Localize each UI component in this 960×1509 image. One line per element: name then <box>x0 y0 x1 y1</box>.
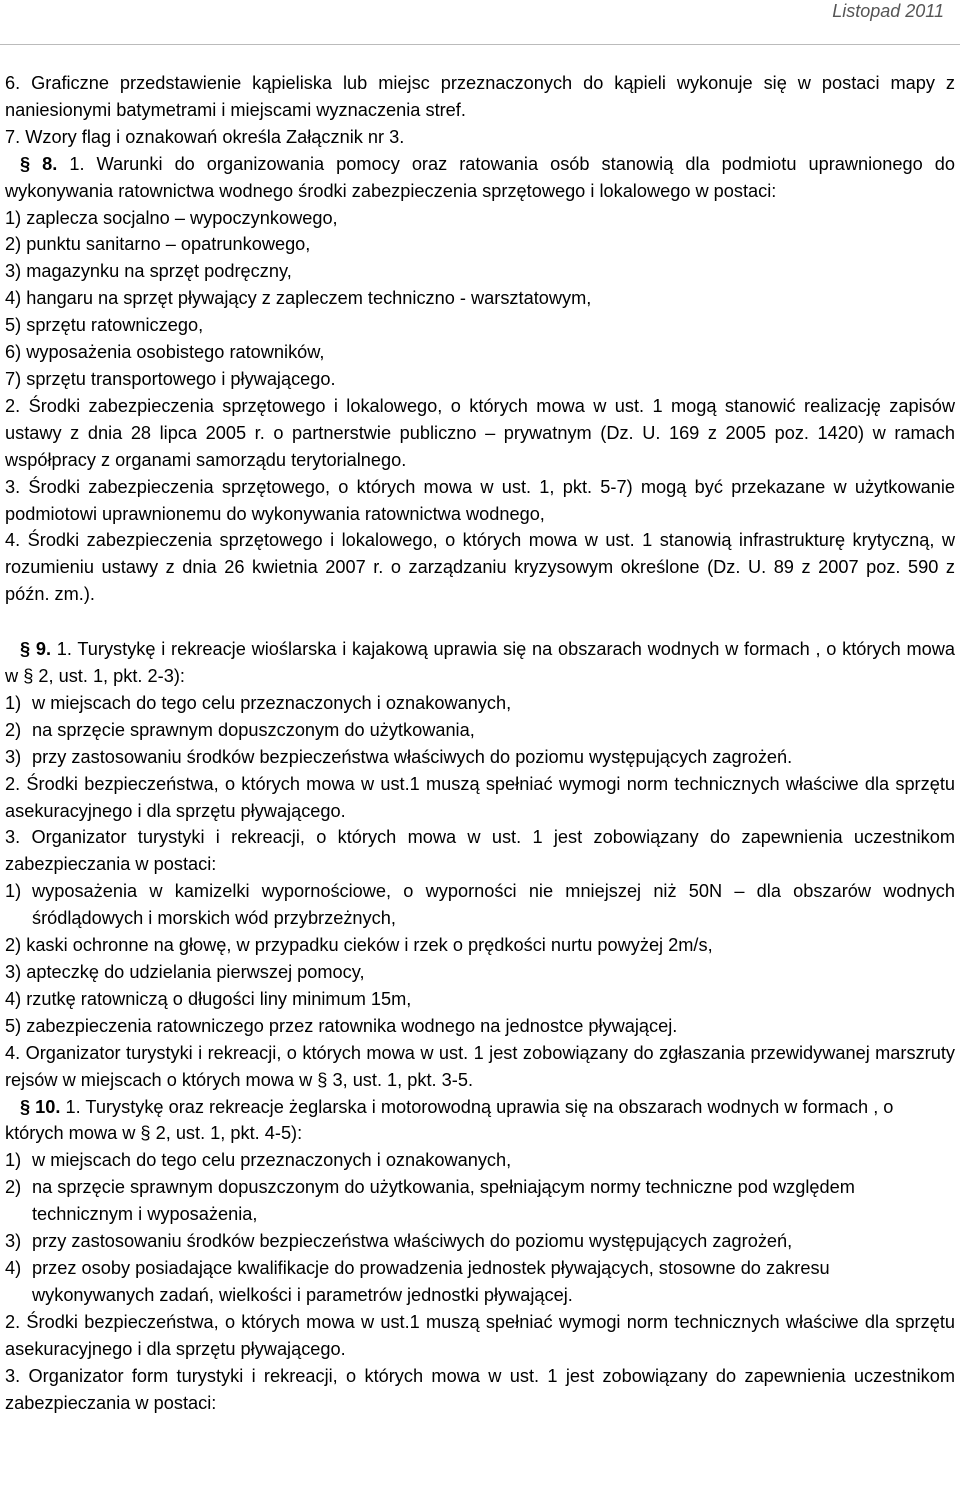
list-item: 2) kaski ochronne na głowę, w przypadku cieków i rzek o prędkości nurtu powyżej 2m/s, <box>5 935 713 956</box>
list-text: na sprzęcie sprawnym dopuszczonym do użytkowania, <box>32 719 475 740</box>
section-10-paragraph-3: 3. Organizator form turystyki i rekreacji, o których mowa w ust. 1 jest zobowiązany do zapewnienia uczestnikom zabezpieczania w postaci: <box>5 1365 955 1413</box>
list-item: 1) zaplecza socjalno – wypoczynkowego, <box>5 207 338 228</box>
section-9-paragraph-2: 2. Środki bezpieczeństwa, o których mowa w ust.1 muszą spełniać wymogi norm technicznych właściwe dla sprzętu asekuracyjnego i dla sprzętu pływającego. <box>5 773 955 821</box>
list-item: 3) magazynku na sprzęt podręczny, <box>5 261 292 282</box>
section-10-intro-text: 1. Turystykę oraz rekreacje żeglarska i motorowodną uprawia się na obszarach wodnych w formach , o których mowa w § 2, ust. 1, pkt. 4-5): <box>5 1096 894 1144</box>
list-item <box>5 1147 955 1174</box>
list-text: przy zastosowaniu środków bezpieczeństwa właściwych do poziomu występujących zagrożeń. <box>32 746 793 767</box>
list-item: 6) wyposażenia osobistego ratowników, <box>5 342 325 363</box>
list-item: 4) rzutkę ratowniczą o długości liny minimum 15m, <box>5 988 412 1009</box>
section-8-mark: § 8. <box>20 153 58 174</box>
section-10-intro <box>5 1094 955 1148</box>
list-item: 2) punktu sanitarno – opatrunkowego, <box>5 234 311 255</box>
paragraph-6: 6. Graficzne przedstawienie kąpieliska lub miejsc przeznaczonych do kąpieli wykonuje się w postaci mapy z naniesionymi batymetrami i miejscami wyznaczenia stref. <box>5 73 955 120</box>
list-item <box>5 690 955 717</box>
list-item: 5) sprzętu ratowniczego, <box>5 315 204 336</box>
list-text: wyposażenia w kamizelki wypornościowe, o wyporności nie mniejszej niż 50N – dla obszarów wodnych śródlądowych i morskich wód przybrzeżnych, <box>32 881 955 929</box>
section-8-paragraph-4: 4. Środki zabezpieczenia sprzętowego i lokalowego, o których mowa w ust. 1 stanowią infrastrukturę krytyczną, w rozumieniu ustawy z dnia 26 kwietnia 2007 r. o zarządzaniu kryzysowym określone (Dz. U. 89 z 2007 poz. 590 z późn. zm.). <box>5 530 955 605</box>
list-number: 2) <box>5 719 22 740</box>
section-10-mark: § 10. <box>20 1096 61 1117</box>
list-item <box>5 1174 955 1228</box>
list-item <box>5 744 955 771</box>
section-9-intro-text: 1. Turystykę i rekreacje wioślarska i kajakową uprawia się na obszarach wodnych w formach , o których mowa w § 2, ust. 1, pkt. 2-3): <box>5 639 955 687</box>
list-number: 4) <box>5 1257 22 1278</box>
spacer <box>5 608 955 636</box>
list-text: w miejscach do tego celu przeznaczonych i oznakowanych, <box>32 1150 512 1171</box>
list-item: 3) apteczkę do udzielania pierwszej pomocy, <box>5 962 365 982</box>
list-text: na sprzęcie sprawnym dopuszczonym do użytkowania, spełniającym normy techniczne pod względem technicznym i wyposażenia, <box>32 1177 855 1225</box>
list-number: 1) <box>5 1150 22 1171</box>
list-text: przy zastosowaniu środków bezpieczeństwa właściwych do poziomu występujących zagrożeń, <box>32 1231 793 1252</box>
list-item <box>5 1255 955 1309</box>
list-number: 3) <box>5 746 22 767</box>
list-number: 1) <box>5 692 22 713</box>
section-9-paragraph-4: 4. Organizator turystyki i rekreacji, o których mowa w ust. 1 jest zobowiązany do zgłaszania przewidywanej marszruty rejsów w miejscach o których mowa w § 3, ust. 1, pkt. 3-5. <box>5 1042 955 1090</box>
list-item <box>5 878 955 932</box>
section-8-intro-text: 1. Warunki do organizowania pomocy oraz ratowania osób stanowią dla podmiotu uprawnionego do wykonywania ratownictwa wodnego środki zabezpieczenia sprzętowego i lokalowego w postaci: <box>5 153 955 201</box>
list-number: 1) <box>5 881 22 902</box>
paragraph-7: 7. Wzory flag i oznakowań określa Załącznik nr 3. <box>5 126 405 147</box>
list-text: w miejscach do tego celu przeznaczonych i oznakowanych, <box>32 692 512 713</box>
section-8-paragraph-3: 3. Środki zabezpieczenia sprzętowego, o których mowa w ust. 1, pkt. 5-7) mogą być przekazane w użytkowanie podmiotowi uprawnionemu do wykonywania ratownictwa wodnego, <box>5 476 955 524</box>
section-9-mark: § 9. <box>20 639 52 660</box>
header-divider <box>0 44 960 45</box>
list-item: 4) hangaru na sprzęt pływający z zapleczem techniczno - warsztatowym, <box>5 288 592 309</box>
list-item: 5) zabezpieczenia ratowniczego przez ratownika wodnego na jednostce pływającej. <box>5 1015 678 1036</box>
section-8-intro <box>5 151 955 205</box>
list-item <box>5 717 955 744</box>
section-9-intro <box>5 636 955 690</box>
section-9-paragraph-3: 3. Organizator turystyki i rekreacji, o których mowa w ust. 1 jest zobowiązany do zapewnienia uczestnikom zabezpieczania w postaci: <box>5 827 955 875</box>
list-text: przez osoby posiadające kwalifikacje do prowadzenia jednostek pływających, stosowne do zakresu wykonywanych zadań, wielkości i parametrów jednostki pływającej. <box>32 1257 830 1305</box>
list-number: 3) <box>5 1231 22 1252</box>
list-item <box>5 1228 955 1255</box>
document-body <box>5 70 955 1416</box>
page-header-date: Listopad 2011 <box>832 1 944 21</box>
section-10-paragraph-2: 2. Środki bezpieczeństwa, o których mowa w ust.1 muszą spełniać wymogi norm technicznych właściwe dla sprzętu asekuracyjnego i dla sprzętu pływającego. <box>5 1311 955 1359</box>
section-8-paragraph-2: 2. Środki zabezpieczenia sprzętowego i lokalowego, o których mowa w ust. 1 mogą stanowić realizację zapisów ustawy z dnia 28 lipca 2005 r. o partnerstwie publiczno – prywatnym (Dz. U. 169 z 2005 poz. 1420) w ramach współpracy z organami samorządu terytorialnego. <box>5 395 955 470</box>
list-item: 7) sprzętu transportowego i pływającego. <box>5 368 336 389</box>
list-number: 2) <box>5 1177 22 1198</box>
